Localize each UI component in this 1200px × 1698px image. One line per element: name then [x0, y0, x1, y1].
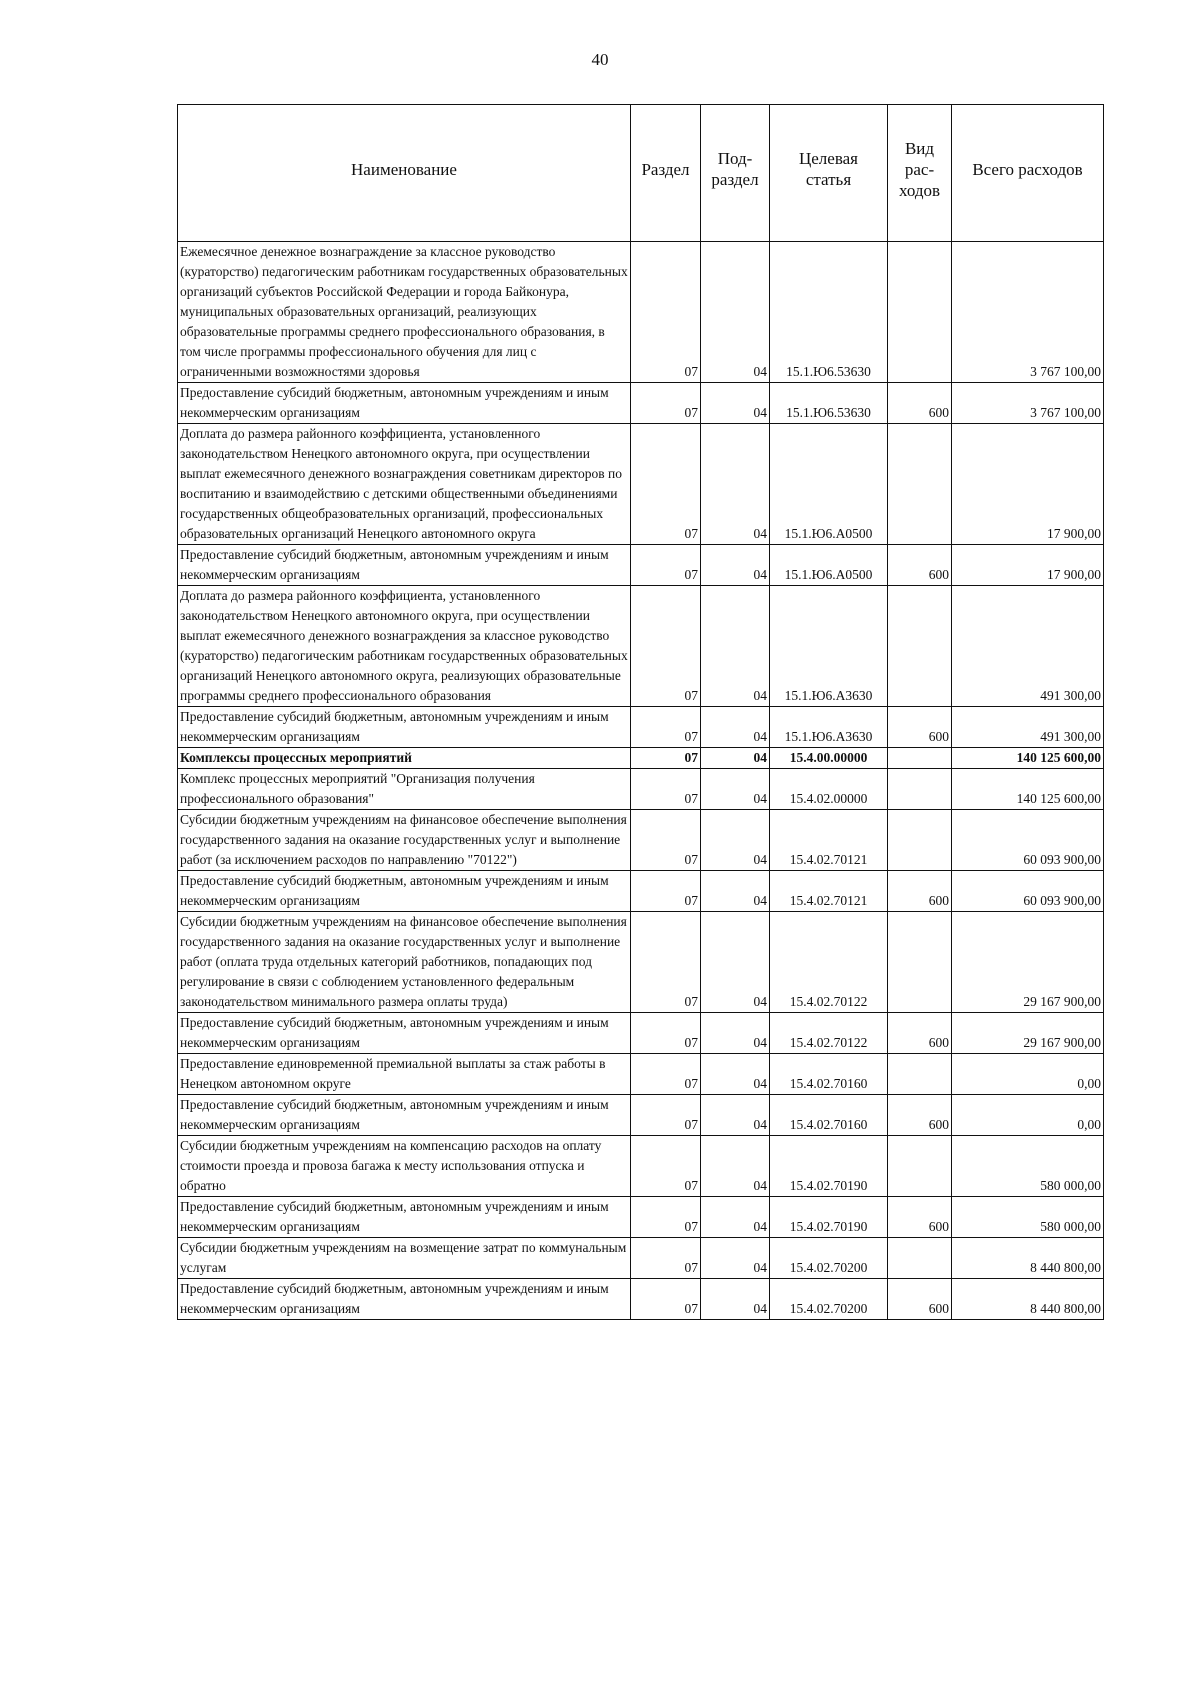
- row-section: 07: [631, 1238, 701, 1279]
- table-row: [178, 545, 1104, 586]
- row-total: 29 167 900,00: [952, 1013, 1104, 1054]
- row-article: 15.1.Ю6.А0500: [770, 545, 888, 586]
- table-row: [178, 1013, 1104, 1054]
- row-expense-type: 600: [888, 383, 952, 424]
- row-expense-type: 600: [888, 1095, 952, 1136]
- row-name: Доплата до размера районного коэффициента, установленного законодательством Ненецкого автономного округа, при осуществлении выплат ежемесячного денежного вознаграждения за классное руководство (кураторство) педагогическим работникам государственных образовательных организаций Ненецкого автономного округа, реализующих образовательные программы среднего профессионального образования: [178, 586, 631, 707]
- row-subsection: 04: [701, 1013, 770, 1054]
- row-expense-type: [888, 912, 952, 1013]
- row-article: 15.1.Ю6.А0500: [770, 424, 888, 545]
- row-article: 15.4.02.70160: [770, 1095, 888, 1136]
- header-expense-type: Вид рас- ходов: [888, 105, 952, 242]
- row-article: 15.4.02.70122: [770, 1013, 888, 1054]
- row-subsection: 04: [701, 1136, 770, 1197]
- row-section: 07: [631, 1095, 701, 1136]
- row-total: 140 125 600,00: [952, 769, 1104, 810]
- header-subsection: Под- раздел: [701, 105, 770, 242]
- row-article: 15.4.00.00000: [770, 748, 888, 769]
- row-expense-type: 600: [888, 545, 952, 586]
- table-row: [178, 769, 1104, 810]
- row-total: 60 093 900,00: [952, 871, 1104, 912]
- row-subsection: 04: [701, 769, 770, 810]
- table-row: [178, 424, 1104, 545]
- row-expense-type: 600: [888, 871, 952, 912]
- row-subsection: 04: [701, 912, 770, 1013]
- table-row: [178, 1197, 1104, 1238]
- row-subsection: 04: [701, 1238, 770, 1279]
- row-total: 3 767 100,00: [952, 383, 1104, 424]
- row-section: 07: [631, 1279, 701, 1320]
- row-section: 07: [631, 871, 701, 912]
- row-total: 17 900,00: [952, 424, 1104, 545]
- row-name: Субсидии бюджетным учреждениям на возмещение затрат по коммунальным услугам: [178, 1238, 631, 1279]
- row-total: 140 125 600,00: [952, 748, 1104, 769]
- row-article: 15.4.02.70121: [770, 871, 888, 912]
- row-section: 07: [631, 424, 701, 545]
- header-name: Наименование: [178, 105, 631, 242]
- row-total: 580 000,00: [952, 1197, 1104, 1238]
- row-name: Предоставление субсидий бюджетным, автономным учреждениям и иным некоммерческим организациям: [178, 707, 631, 748]
- row-expense-type: [888, 1238, 952, 1279]
- row-total: 0,00: [952, 1095, 1104, 1136]
- row-article: 15.1.Ю6.А3630: [770, 586, 888, 707]
- row-subsection: 04: [701, 1279, 770, 1320]
- row-section: 07: [631, 242, 701, 383]
- row-name: Субсидии бюджетным учреждениям на финансовое обеспечение выполнения государственного задания на оказание государственных услуг и выполнение работ (оплата труда отдельных категорий работников, попадающих под регулирование в связи с соблюдением установленного федеральным законодательством минимального размера оплаты труда): [178, 912, 631, 1013]
- row-expense-type: [888, 810, 952, 871]
- row-subsection: 04: [701, 586, 770, 707]
- row-expense-type: [888, 769, 952, 810]
- row-name: Предоставление субсидий бюджетным, автономным учреждениям и иным некоммерческим организациям: [178, 1095, 631, 1136]
- row-section: 07: [631, 1136, 701, 1197]
- row-subsection: 04: [701, 810, 770, 871]
- table-row: [178, 242, 1104, 383]
- budget-table: [177, 104, 1104, 1320]
- row-expense-type: [888, 748, 952, 769]
- row-subsection: 04: [701, 545, 770, 586]
- row-section: 07: [631, 912, 701, 1013]
- row-name: Предоставление субсидий бюджетным, автономным учреждениям и иным некоммерческим организациям: [178, 545, 631, 586]
- row-article: 15.4.02.70122: [770, 912, 888, 1013]
- table-row: [178, 748, 1104, 769]
- header-section: Раздел: [631, 105, 701, 242]
- row-subsection: 04: [701, 1197, 770, 1238]
- table-row: [178, 586, 1104, 707]
- row-subsection: 04: [701, 424, 770, 545]
- row-total: 17 900,00: [952, 545, 1104, 586]
- row-section: 07: [631, 748, 701, 769]
- row-article: 15.1.Ю6.53630: [770, 383, 888, 424]
- header-total: Всего расходов: [952, 105, 1104, 242]
- row-subsection: 04: [701, 1095, 770, 1136]
- row-section: 07: [631, 586, 701, 707]
- row-total: 580 000,00: [952, 1136, 1104, 1197]
- row-total: 8 440 800,00: [952, 1238, 1104, 1279]
- row-name: Предоставление субсидий бюджетным, автономным учреждениям и иным некоммерческим организациям: [178, 383, 631, 424]
- row-name: Комплексы процессных мероприятий: [178, 748, 631, 769]
- row-name: Предоставление субсидий бюджетным, автономным учреждениям и иным некоммерческим организациям: [178, 871, 631, 912]
- row-subsection: 04: [701, 871, 770, 912]
- table-row: [178, 810, 1104, 871]
- row-article: 15.4.02.70200: [770, 1238, 888, 1279]
- row-name: Предоставление единовременной премиальной выплаты за стаж работы в Ненецком автономном округе: [178, 1054, 631, 1095]
- row-article: 15.4.02.70121: [770, 810, 888, 871]
- header-article: Целевая статья: [770, 105, 888, 242]
- table-row: [178, 1054, 1104, 1095]
- row-section: 07: [631, 545, 701, 586]
- row-name: Предоставление субсидий бюджетным, автономным учреждениям и иным некоммерческим организациям: [178, 1197, 631, 1238]
- row-section: 07: [631, 1013, 701, 1054]
- row-name: Ежемесячное денежное вознаграждение за классное руководство (кураторство) педагогическим работникам государственных образовательных организаций субъектов Российской Федерации и города Байконура, муниципальных образовательных организаций, реализующих образовательные программы среднего профессионального образования, в том числе программы профессионального обучения для лиц с ограниченными возможностями здоровья: [178, 242, 631, 383]
- row-section: 07: [631, 1197, 701, 1238]
- row-expense-type: 600: [888, 1013, 952, 1054]
- row-subsection: 04: [701, 242, 770, 383]
- row-subsection: 04: [701, 748, 770, 769]
- row-total: 0,00: [952, 1054, 1104, 1095]
- row-expense-type: [888, 1136, 952, 1197]
- row-article: 15.4.02.70190: [770, 1136, 888, 1197]
- row-total: 60 093 900,00: [952, 810, 1104, 871]
- table-row: [178, 1238, 1104, 1279]
- row-total: 491 300,00: [952, 707, 1104, 748]
- row-name: Предоставление субсидий бюджетным, автономным учреждениям и иным некоммерческим организациям: [178, 1279, 631, 1320]
- row-section: 07: [631, 1054, 701, 1095]
- row-article: 15.4.02.70160: [770, 1054, 888, 1095]
- row-expense-type: [888, 586, 952, 707]
- row-article: 15.4.02.70200: [770, 1279, 888, 1320]
- row-section: 07: [631, 810, 701, 871]
- row-article: 15.4.02.00000: [770, 769, 888, 810]
- row-article: 15.1.Ю6.53630: [770, 242, 888, 383]
- row-name: Доплата до размера районного коэффициента, установленного законодательством Ненецкого автономного округа, при осуществлении выплат ежемесячного денежного вознаграждения советникам директоров по воспитанию и взаимодействию с детскими общественными объединениями государственных общеобразовательных организаций, профессиональных образовательных организаций Ненецкого автономного округа: [178, 424, 631, 545]
- table-row: [178, 1136, 1104, 1197]
- row-name: Субсидии бюджетным учреждениям на финансовое обеспечение выполнения государственного задания на оказание государственных услуг и выполнение работ (за исключением расходов по направлению "70122"): [178, 810, 631, 871]
- table-row: [178, 871, 1104, 912]
- row-section: 07: [631, 383, 701, 424]
- table-header-row: [178, 105, 1104, 242]
- row-name: Субсидии бюджетным учреждениям на компенсацию расходов на оплату стоимости проезда и провоза багажа к месту использования отпуска и обратно: [178, 1136, 631, 1197]
- row-expense-type: [888, 242, 952, 383]
- row-total: 491 300,00: [952, 586, 1104, 707]
- row-expense-type: 600: [888, 1279, 952, 1320]
- row-expense-type: [888, 1054, 952, 1095]
- row-total: 3 767 100,00: [952, 242, 1104, 383]
- row-subsection: 04: [701, 1054, 770, 1095]
- table-row: [178, 1095, 1104, 1136]
- row-total: 8 440 800,00: [952, 1279, 1104, 1320]
- row-section: 07: [631, 769, 701, 810]
- row-total: 29 167 900,00: [952, 912, 1104, 1013]
- row-subsection: 04: [701, 707, 770, 748]
- page-number: 40: [591, 50, 609, 69]
- row-expense-type: 600: [888, 1197, 952, 1238]
- row-article: 15.4.02.70190: [770, 1197, 888, 1238]
- row-name: Комплекс процессных мероприятий "Организация получения профессионального образования": [178, 769, 631, 810]
- row-expense-type: [888, 424, 952, 545]
- table-row: [178, 1279, 1104, 1320]
- row-section: 07: [631, 707, 701, 748]
- table-row: [178, 707, 1104, 748]
- row-article: 15.1.Ю6.А3630: [770, 707, 888, 748]
- table-row: [178, 383, 1104, 424]
- table-row: [178, 912, 1104, 1013]
- row-expense-type: 600: [888, 707, 952, 748]
- row-subsection: 04: [701, 383, 770, 424]
- row-name: Предоставление субсидий бюджетным, автономным учреждениям и иным некоммерческим организациям: [178, 1013, 631, 1054]
